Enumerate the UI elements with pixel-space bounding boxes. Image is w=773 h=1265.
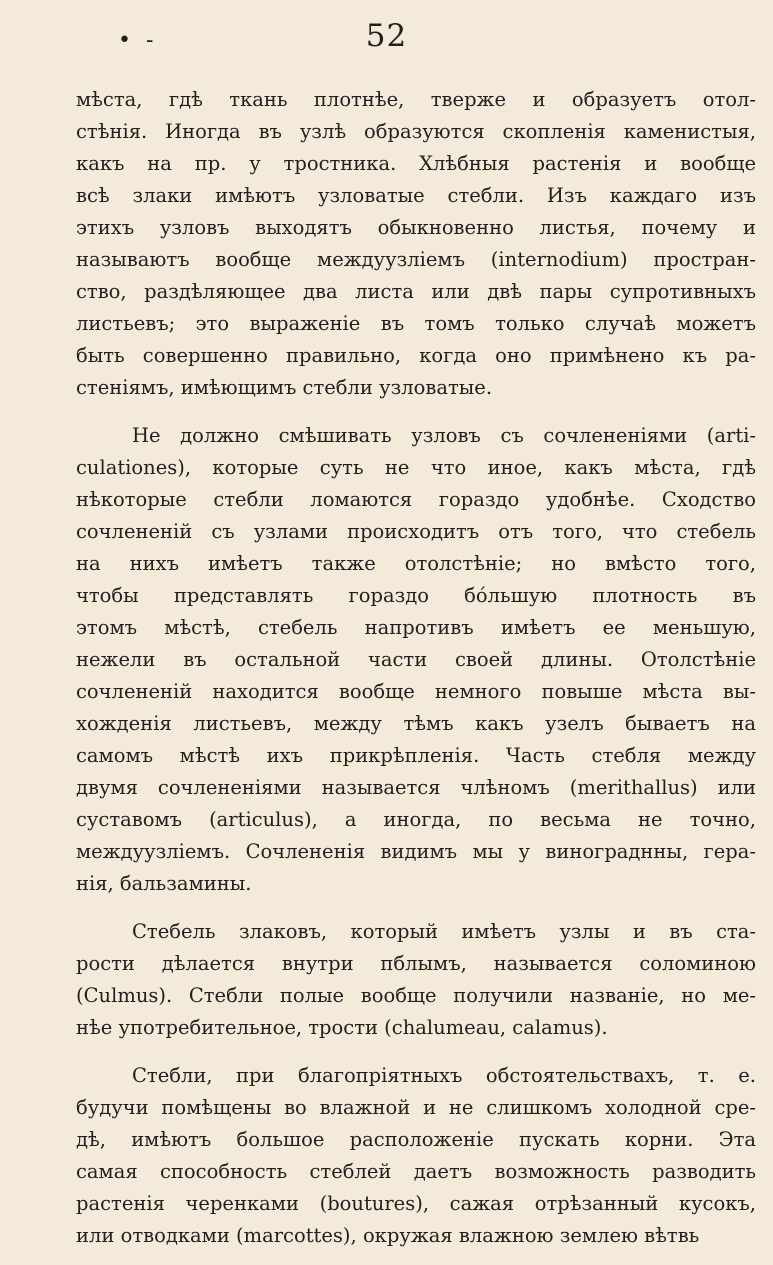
text-line: самая способность стеблей даетъ возможность разводить: [76, 1160, 756, 1183]
paragraph: [76, 916, 756, 1044]
text-line: рости дѣлается внутри пблымъ, называется соломиною: [76, 952, 756, 975]
text-line: стеніямъ, имѣющимъ стебли узловатые.: [76, 376, 493, 399]
text-line: Стебель злаковъ, который имѣетъ узлы и въ ста-: [132, 920, 756, 943]
text-line: сочлененій находится вообще немного повыше мѣста вы-: [76, 680, 756, 703]
text-line: междуузліемъ. Сочлененія видимъ мы у винограднны, гера-: [76, 840, 756, 863]
text-line: (Culmus). Стебли полые вообще получили названіе, но ме-: [76, 984, 756, 1007]
text-line: самомъ мѣстѣ ихъ прикрѣпленія. Часть стебля между: [76, 744, 756, 767]
text-line: хожденія листьевъ, между тѣмъ какъ узелъ бываетъ на: [76, 712, 756, 735]
text-line: всѣ злаки имѣютъ узловатые стебли. Изъ каждаго изъ: [76, 184, 756, 207]
body-text: [76, 84, 756, 1252]
text-line: будучи помѣщены во влажной и не слишкомъ холодной сре-: [76, 1096, 756, 1119]
text-line: на нихъ имѣетъ также отолстѣніе; но вмѣсто того,: [76, 552, 756, 575]
text-line: мѣста, гдѣ ткань плотнѣе, тверже и образуетъ отол-: [76, 88, 756, 111]
page-number: 52: [365, 18, 408, 54]
corner-mark: • -: [118, 28, 158, 53]
text-line: ство, раздѣляющее два листа или двѣ пары супротивныхъ: [76, 280, 756, 303]
paragraph: [76, 1060, 756, 1252]
text-line: быть совершенно правильно, когда оно примѣнено къ ра-: [76, 344, 756, 367]
text-line: растенія черенками (boutures), сажая отрѣзанный кусокъ,: [76, 1192, 756, 1215]
text-line: называютъ вообще междуузліемъ (internodium) простран-: [76, 248, 756, 271]
text-line: этомъ мѣстѣ, стебель напротивъ имѣетъ ее меньшую,: [76, 616, 756, 639]
text-line: нежели въ остальной части своей длины. Отолстѣніе: [76, 648, 756, 671]
text-line: листьевъ; это выраженіе въ томъ только случаѣ можетъ: [76, 312, 756, 335]
text-line: этихъ узловъ выходятъ обыкновенно листья, почему и: [76, 216, 756, 239]
text-line: нѣе употребительное, трости (chalumeau, calamus).: [76, 1016, 608, 1039]
text-line: двумя сочлененіями называется члѣномъ (merithallus) или: [76, 776, 756, 799]
text-line: Стебли, при благопріятныхъ обстоятельствахъ, т. е.: [132, 1064, 756, 1087]
text-line: нія, бальзамины.: [76, 872, 252, 895]
text-line: суставомъ (articulus), а иногда, по весьма не точно,: [76, 808, 756, 831]
text-line: Не должно смѣшивать узловъ съ сочлененіями (arti-: [132, 424, 756, 447]
paragraph: [76, 420, 756, 900]
text-line: стѣнія. Иногда въ узлѣ образуются скопленія каменистыя,: [76, 120, 756, 143]
text-line: какъ на пр. у тростника. Хлѣбныя растенія и вообще: [76, 152, 756, 175]
text-line: сочлененій съ узлами происходитъ отъ того, что стебель: [76, 520, 756, 543]
text-line: чтобы представлять гораздо бо́льшую плотность въ: [76, 584, 756, 607]
text-line: нѣкоторые стебли ломаются гораздо удобнѣе. Сходство: [76, 488, 756, 511]
paragraph: [76, 84, 756, 404]
text-line: или отводками (marcottes), окружая влажною землею вѣтвь: [76, 1224, 700, 1247]
text-line: дѣ, имѣютъ большое расположеніе пускать корни. Эта: [76, 1128, 756, 1151]
text-line: culationes), которые суть не что иное, какъ мѣста, гдѣ: [76, 456, 756, 479]
